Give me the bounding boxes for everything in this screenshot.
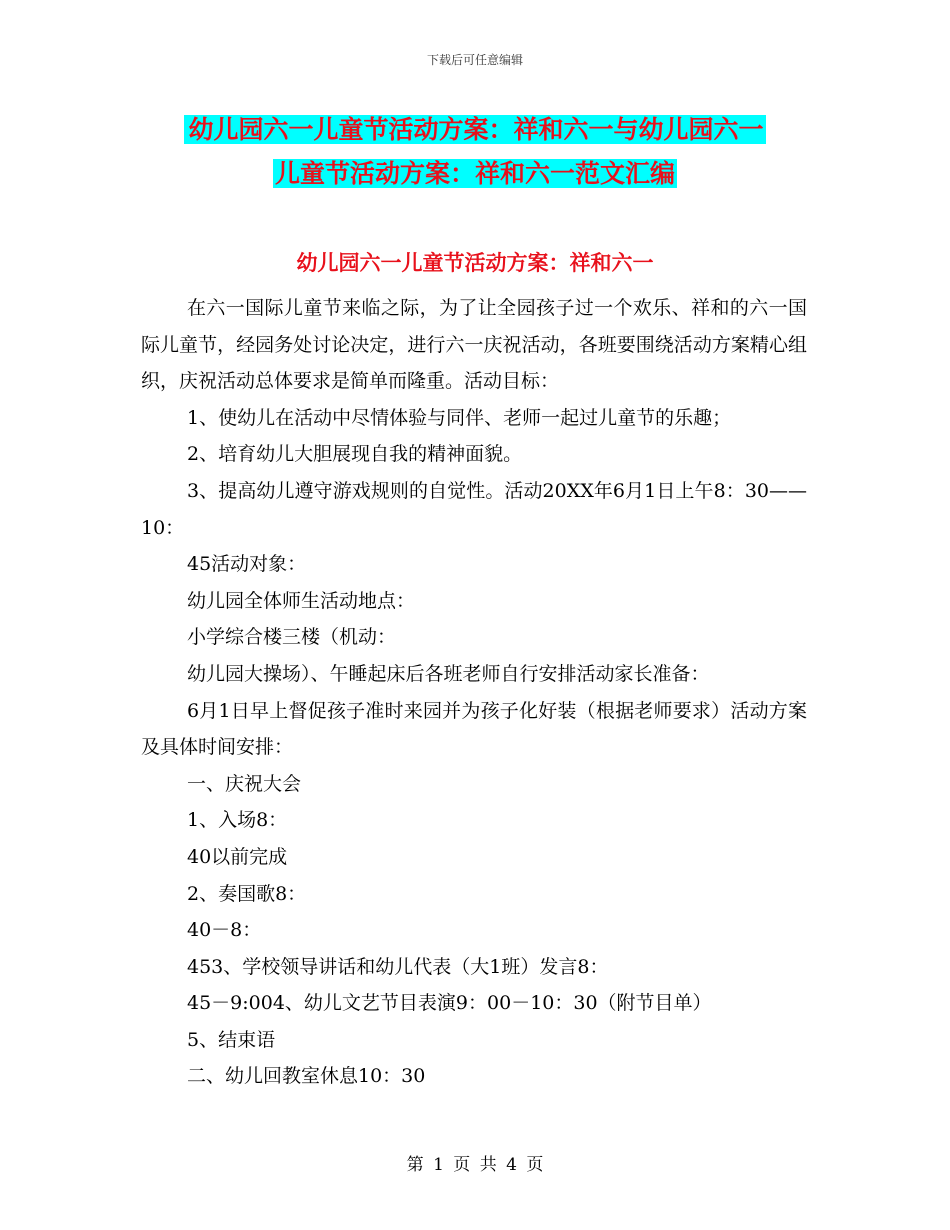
paragraph: 5、结束语 xyxy=(187,1028,276,1051)
main-title-line-1 xyxy=(0,110,950,150)
paragraph: 幼儿园大操场）、午睡起床后各班老师自行安排活动家长准备： xyxy=(187,662,710,685)
main-title-line-2 xyxy=(0,154,950,194)
paragraph: 40－8： xyxy=(187,919,262,942)
paragraph: 2、培育幼儿大胆展现自我的精神面貌。 xyxy=(187,443,523,466)
page-footer: 第 1 页 共 4 页 xyxy=(406,1155,544,1175)
paragraph: 6月1日早上督促孩子准时来园并为孩子化好装（根据老师要求）活动方案及具体时间安排： xyxy=(141,699,807,759)
paragraph: 2、奏国歌8： xyxy=(187,882,307,905)
paragraph: 在六一国际儿童节来临之际，为了让全园孩子过一个欢乐、祥和的六一国际儿童节，经园务处讨论决定，进行六一庆祝活动，各班要围绕活动方案精心组织，庆祝活动总体要求是简单而隆重。活动目标： xyxy=(141,297,807,393)
header-note: 下载后可任意编辑 xyxy=(426,53,523,67)
main-title-line-2-text: 儿童节活动方案：祥和六一范文汇编 xyxy=(274,159,675,188)
paragraph: 二、幼儿回教室休息10：30 xyxy=(187,1065,426,1088)
paragraph: 45－9:004、幼儿文艺节目表演9：00－10：30（附节目单） xyxy=(187,992,712,1015)
paragraph: 一、庆祝大会 xyxy=(187,772,302,795)
paragraph: 1、使幼儿在活动中尽情体验与同伴、老师一起过儿童节的乐趣； xyxy=(187,406,732,429)
paragraph: 幼儿园全体师生活动地点： xyxy=(187,589,416,612)
paragraph: 3、提高幼儿遵守游戏规则的自觉性。活动20XX年6月1日上午8：30——10： xyxy=(141,479,807,539)
paragraph: 45活动对象： xyxy=(187,553,307,576)
section-title: 幼儿园六一儿童节活动方案：祥和六一 xyxy=(296,251,654,275)
document-body xyxy=(141,290,807,1095)
main-title-line-1-text: 幼儿园六一儿童节活动方案：祥和六一与幼儿园六一 xyxy=(184,115,765,144)
paragraph: 453、学校领导讲话和幼儿代表（大1班）发言8： xyxy=(187,955,609,978)
paragraph: 小学综合楼三楼（机动： xyxy=(187,626,397,649)
paragraph: 40以前完成 xyxy=(187,845,288,868)
paragraph: 1、入场8： xyxy=(187,809,288,832)
